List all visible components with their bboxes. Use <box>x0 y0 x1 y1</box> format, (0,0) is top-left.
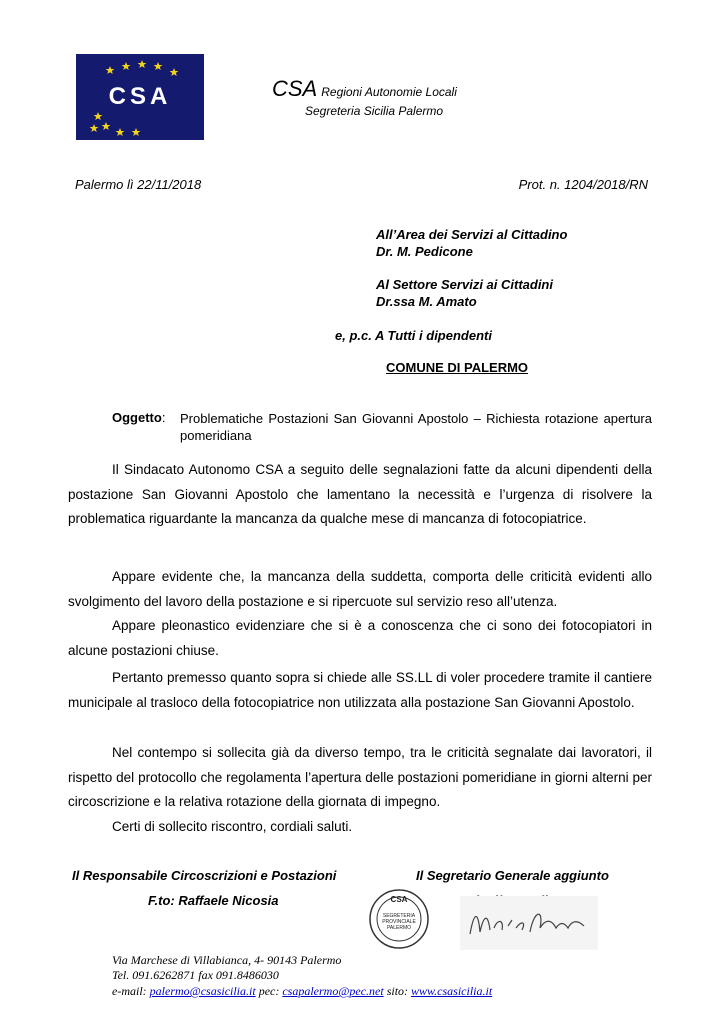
body-paragraph: Appare evidente che, la mancanza della suddetta, comporta delle criticità evidenti allo svolgimento del lavoro della postazione e si ripercuote sul servizio reso all’utenza. <box>68 569 652 609</box>
email-label: e-mail: <box>112 984 147 998</box>
footer-contacts <box>112 984 492 999</box>
star-ring-icon <box>76 54 204 140</box>
pec-label: pec: <box>258 984 280 998</box>
recipient-line: Dr.ssa M. Amato <box>376 294 477 309</box>
body-paragraph: Nel contempo si sollecita già da diverso tempo, tra le criticità segnalate dai lavoratori, il rispetto del protocollo che regolamenta l’apertura delle postazioni pomeridiane in giorni alterni per circoscrizione e la relativa rotazione della giornata di impegno. <box>68 745 652 809</box>
site-label: sito: <box>386 984 409 998</box>
org-name-suffix: Regioni Autonomie Locali <box>321 85 457 99</box>
body-paragraph: Pertanto premesso quanto sopra si chiede alle SS.LL di voler procedere tramite il cantiere municipale al trasloco della fotocopiatrice non utilizzata alla postazione San Giovanni Apostolo. <box>68 670 652 710</box>
stamp-line: SEGRETERIA <box>382 913 416 919</box>
right-signatory-title: Il Segretario Generale aggiunto <box>416 868 609 883</box>
org-name <box>272 76 457 102</box>
recipient-line: All’Area dei Servizi al Cittadino <box>376 227 568 242</box>
body-paragraph: Il Sindacato Autonomo CSA a seguito delle segnalazioni fatte da alcuni dipendenti della postazione San Giovanni Apostolo che lamentano la necessità e l’urgenza di risolvere la problematica riguardante la mancanza da qualche mese di mancanza di fotocopiatrice. <box>68 462 652 526</box>
org-name-main: CSA <box>272 76 318 101</box>
comune-heading: COMUNE DI PALERMO <box>386 360 529 375</box>
handwritten-signature <box>460 892 598 954</box>
subject-colon: : <box>161 410 166 425</box>
subject-text: Problematiche Postazioni San Giovanni Apostolo – Richiesta rotazione apertura pomeridiana <box>180 411 652 443</box>
left-signatory-name: F.to: Raffaele Nicosia <box>148 893 279 908</box>
stamp-icon <box>368 888 430 950</box>
email-link[interactable]: palermo@csasicilia.it <box>149 984 256 998</box>
pec-link[interactable]: csapalermo@pec.net <box>282 984 384 998</box>
recipient-line: Al Settore Servizi ai Cittadini <box>376 277 553 292</box>
site-link[interactable]: www.csasicilia.it <box>411 984 493 998</box>
protocol-number: Prot. n. 1204/2018/RN <box>518 177 648 192</box>
place-date: Palermo lì 22/11/2018 <box>75 177 202 192</box>
footer-phone: Tel. 091.6262871 fax 091.8486030 <box>112 968 279 982</box>
stamp-line: PALERMO <box>386 925 412 931</box>
recipient-line: Dr. M. Pedicone <box>376 244 473 259</box>
cc-line: e, p.c. A Tutti i dipendenti <box>335 328 492 343</box>
closing-line: Certi di sollecito riscontro, cordiali saluti. <box>112 819 353 834</box>
csa-logo <box>76 54 204 140</box>
subject-label-text: Oggetto <box>112 410 162 425</box>
footer-address: Via Marchese di Villabianca, 4- 90143 Palermo <box>112 953 342 967</box>
stamp-line: PROVINCIALE <box>382 919 416 925</box>
org-subtitle: Segreteria Sicilia Palermo <box>305 104 444 118</box>
body-paragraph: Appare pleonastico evidenziare che si è a conoscenza che ci sono dei fotocopiatori in alcune postazioni chiuse. <box>68 618 652 658</box>
stamp-top: CSA <box>390 895 408 904</box>
subject-label <box>112 410 165 425</box>
left-signatory-title: Il Responsabile Circoscrizioni e Postazioni <box>72 868 337 883</box>
logo-text: CSA <box>108 83 172 110</box>
official-stamp <box>368 888 430 950</box>
